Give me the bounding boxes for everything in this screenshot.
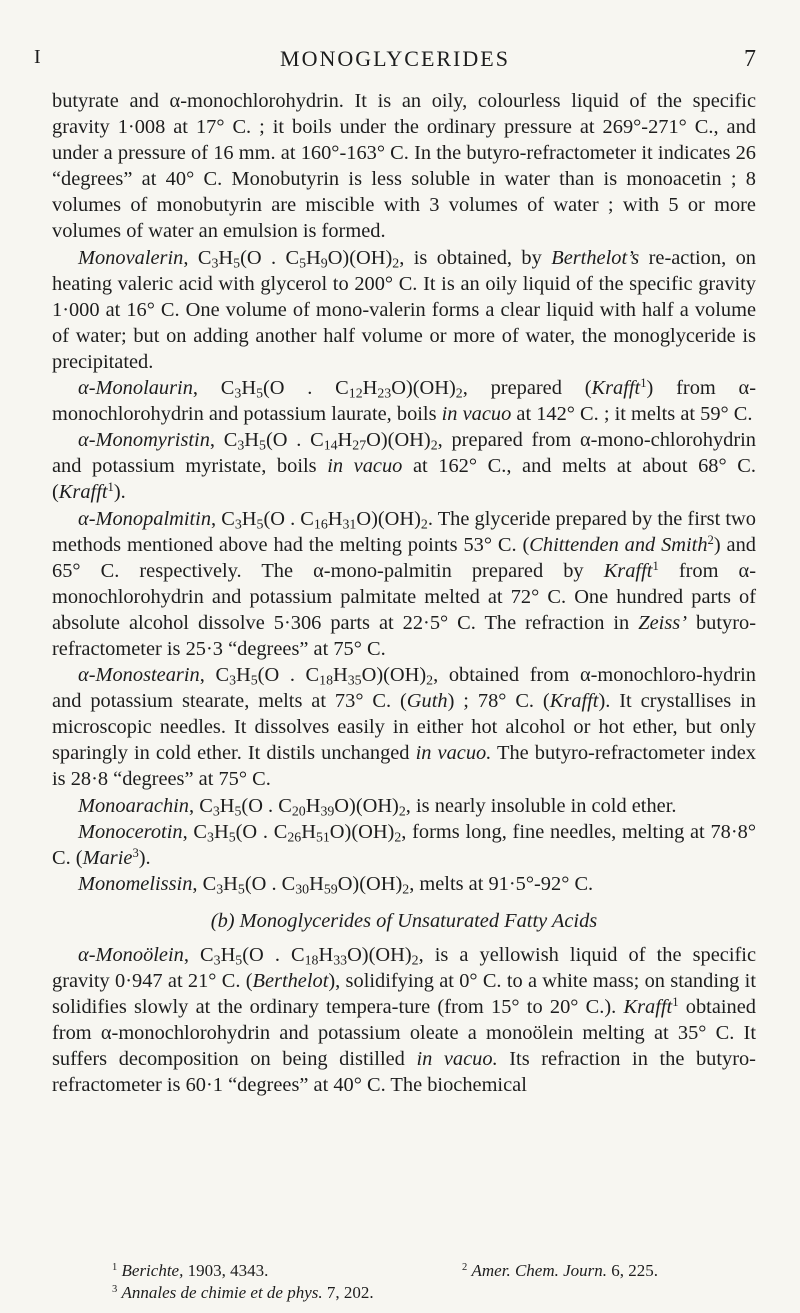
footnote-mark: 3 bbox=[132, 845, 139, 860]
main-text bbox=[52, 88, 756, 1099]
section-heading: (b) Monoglycerides of Unsaturated Fatty Acids bbox=[210, 909, 598, 932]
paragraph-monostearin: α-Monostearin, $C_3H_5(O$ . $C_{18}H_{35}O)(OH)_2$, obtained from α-monochloro-hydrin and potassium stearate, melts at 73° C. (Guth) ; 78° C. (Krafft). It crystallises in microscopic needles. It dissolves easily in either hot alcohol or hot ether, but only sparingly in cold ether. It distils unchanged in vacuo. The butyro-refractometer index is 28·8 “degrees” at 75° C. bbox=[52, 664, 756, 791]
footnote-mark: 1 bbox=[107, 480, 114, 495]
compound-name: α-Monoölein bbox=[78, 944, 184, 966]
footnote-2: $^2$ Amer. Chem. Journ. 6, 225. bbox=[462, 1261, 659, 1280]
author-ref: Berthelot’s bbox=[551, 246, 640, 269]
compound-name: α-Monomyristin bbox=[78, 429, 210, 452]
paragraph-monoolein: α-Monoölein, $C_3H_5(O$ . $C_{18}H_{33}O)(OH)_2$, is a yellowish liquid of the specific gravity 0·947 at 21° C. (Berthelot), solidifying at 0° C. to a white mass; on standing it solidifies slowly at the ordinary tempera-ture (from 15° to 20° C.). Krafft$^1$ obtained from α-monochlorohydrin and potassium oleate a monoölein melting at 35° C. It suffers decomposition on being distilled in vacuo. Its refraction in the butyro-refractometer is 60·1 “degrees” at 40° C. The biochemical bbox=[52, 944, 757, 1097]
footnote-3: $^3$ Annales de chimie et de phys. 7, 202. bbox=[112, 1283, 374, 1302]
author-ref: Krafft bbox=[623, 996, 673, 1019]
paragraph-monolaurin: α-Monolaurin, $C_3H_5(O$ . $C_{12}H_{23}O)(OH)_2$, prepared (Krafft$^1$) from α-monochlorohydrin and potassium laurate, boils in vacuo at 142° C. ; it melts at 59° C. bbox=[52, 376, 756, 426]
author-ref: Krafft bbox=[603, 559, 653, 582]
paragraph-monomelissin: Monomelissin, $C_3H_5(O$ . $C_{30}H_{59}O)(OH)_2$, melts at 91·5°-92° C. bbox=[78, 872, 594, 898]
author-ref: Guth bbox=[406, 690, 448, 713]
compound-name: α-Monopalmitin bbox=[78, 507, 212, 530]
compound-name: Monocerotin bbox=[78, 820, 183, 843]
footnote-mark: 1 bbox=[652, 558, 659, 573]
running-header bbox=[34, 46, 756, 80]
chapter-numeral: I bbox=[34, 46, 41, 68]
compound-name: Monomelissin bbox=[78, 872, 193, 895]
compound-name: α-Monolaurin bbox=[78, 377, 193, 400]
compound-name: Monoarachin bbox=[78, 794, 190, 817]
compound-name: α-Monostearin bbox=[78, 664, 200, 687]
footnote-mark: 1 bbox=[640, 376, 647, 391]
paragraph-monopalmitin: α-Monopalmitin, $C_3H_5(O$ . $C_{16}H_{31}O)(OH)_2$. The glyceride prepared by the first two methods mentioned above had the melting points 53° C. (Chittenden and Smith$^2$) and 65° C. respectively. The α-mono-palmitin prepared by Krafft$^1$ from α-monochlorohydrin and potassium palmitate melted at 72° C. One hundred parts of absolute alcohol dissolve 5·306 parts at 22·5° C. The refraction in Zeiss’ butyro-refractometer is 25·3 “degrees” at 75° C. bbox=[52, 507, 757, 660]
compound-name: Monovalerin bbox=[78, 246, 184, 269]
author-ref: Krafft bbox=[549, 690, 599, 713]
author-ref: Krafft bbox=[591, 377, 641, 400]
running-title: MONOGLYCERIDES bbox=[280, 46, 510, 71]
page-number: 7 bbox=[744, 46, 756, 72]
author-ref: Marie bbox=[82, 846, 133, 869]
footnote-mark: 2 bbox=[707, 532, 714, 547]
author-ref: Zeiss’ bbox=[638, 611, 687, 634]
paragraph-monobutyrin: butyrate and α-monochlorohydrin. It is an oily, colourless liquid of the specific gravity 1·008 at 17° C. ; it boils under the ordinary pressure at 269°-271° C., and under a pressure of 16 mm. at 160°-163° C. In the butyro-refractometer it indicates 26 “degrees” at 40° C. Monobutyrin is less soluble in water than is monoacetin ; 8 volumes of monobutyrin are miscible with 3 volumes of water ; with 5 or more volumes of water an emulsion is formed. bbox=[52, 90, 756, 243]
paragraph-monomyristin: α-Monomyristin, $C_3H_5(O$ . $C_{14}H_{27}O)(OH)_2$, prepared from α-mono-chlorohydrin and potassium myristate, boils in vacuo at 162° C., and melts at about 68° C. (Krafft$^1$). bbox=[52, 429, 756, 504]
author-ref: Chittenden and Smith bbox=[529, 533, 708, 556]
paragraph-monoarachin: Monoarachin, $C_3H_5(O$ . $C_{20}H_{39}O)(OH)_2$, is nearly insoluble in cold ether. bbox=[78, 794, 677, 819]
footnote-mark: 1 bbox=[672, 995, 679, 1010]
footnotes bbox=[52, 1260, 756, 1304]
paragraph-monovalerin: Monovalerin, $C_3H_5(O$ . $C_5H_9O)(OH)_2$, is obtained, by Berthelot’s re-action, on heating valeric acid with glycerol to 200° C. It is an oily liquid of the specific gravity 1·000 at 16° C. One volume of mono-valerin forms a clear liquid with half a volume of water; but on adding another half volume or more of water, the monoglyceride is precipitated. bbox=[52, 246, 756, 373]
author-ref: Krafft bbox=[58, 481, 108, 504]
footnote-1: $^1$ Berichte, 1903, 4343. bbox=[112, 1261, 269, 1280]
author-ref: Berthelot bbox=[252, 970, 329, 993]
paragraph-monocerotin: Monocerotin, $C_3H_5(O$ . $C_{26}H_{51}O)(OH)_2$, forms long, fine needles, melting at 78·8° C. (Marie$^3$). bbox=[52, 820, 756, 869]
